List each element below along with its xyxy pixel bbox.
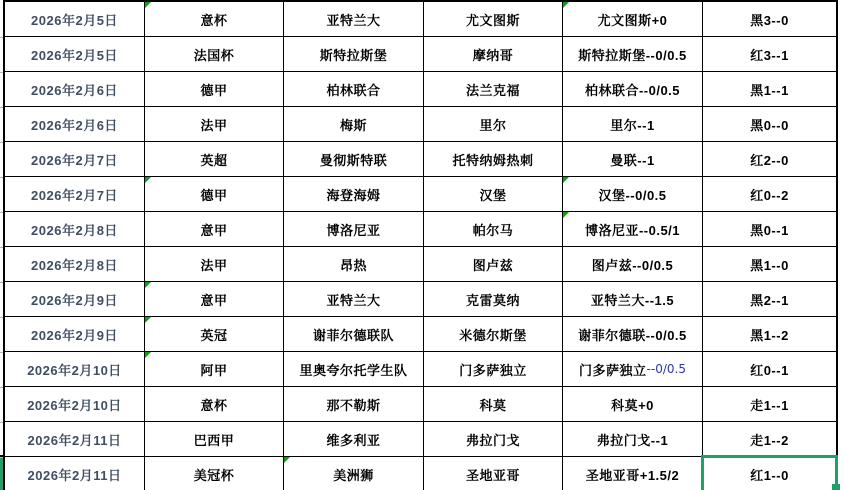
cell-error-indicator-triangle [145,2,151,8]
cell-date-row13[interactable]: 2026年2月11日 [5,422,145,457]
cell-error-indicator-triangle [145,317,151,323]
cell-away-row1[interactable]: 尤文图斯 [424,2,563,37]
cell-date-row7[interactable]: 2026年2月8日 [5,212,145,247]
pick-alt-text: --0/0.5 [646,362,686,376]
row-selection-strip [0,458,3,490]
cell-date-row11[interactable]: 2026年2月10日 [5,352,145,387]
cell-result-row8[interactable]: 黑1--0 [703,247,836,282]
gutter-gridline-tick [0,282,3,283]
cell-result-row7[interactable]: 黑0--1 [703,212,836,247]
cell-result-row10[interactable]: 黑1--2 [703,317,836,352]
cell-date-row1[interactable]: 2026年2月5日 [5,2,145,37]
cell-away-row14[interactable]: 圣地亚哥 [424,457,563,490]
cell-pick-row9[interactable]: 亚特兰大--1.5 [563,282,703,317]
cell-error-indicator-triangle [145,282,151,288]
cell-home-row11[interactable]: 里奥夸尔托学生队 [284,352,424,387]
cell-league-row14[interactable]: 美冠杯 [145,457,284,490]
cell-result-row1[interactable]: 黑3--0 [703,2,836,37]
cell-error-indicator-triangle [563,177,569,183]
cell-league-row6[interactable]: 德甲 [145,177,284,212]
cell-home-row13[interactable]: 维多利亚 [284,422,424,457]
cell-league-row7[interactable]: 意甲 [145,212,284,247]
cell-result-row9[interactable]: 黑2--1 [703,282,836,317]
cell-league-row10[interactable]: 英冠 [145,317,284,352]
cell-home-row4[interactable]: 梅斯 [284,107,424,142]
cell-home-row1[interactable]: 亚特兰大 [284,2,424,37]
gutter-gridline-tick [0,37,3,38]
gutter-gridline-tick [0,142,3,143]
cell-date-row8[interactable]: 2026年2月8日 [5,247,145,282]
cell-pick-row2[interactable]: 斯特拉斯堡--0/0.5 [563,37,703,72]
gutter-gridline-tick [0,107,3,108]
cell-away-row4[interactable]: 里尔 [424,107,563,142]
cell-away-row10[interactable]: 米德尔斯堡 [424,317,563,352]
gutter-gridline-tick [0,72,3,73]
cell-away-row3[interactable]: 法兰克福 [424,72,563,107]
gutter-gridline-tick [0,352,3,353]
cell-pick-row12[interactable]: 科莫+0 [563,387,703,422]
cell-pick-row8[interactable]: 图卢兹--0/0.5 [563,247,703,282]
cell-league-row12[interactable]: 意杯 [145,387,284,422]
gutter-gridline-tick [0,422,3,423]
cell-pick-row3[interactable]: 柏林联合--0/0.5 [563,72,703,107]
cell-date-row12[interactable]: 2026年2月10日 [5,387,145,422]
cell-error-indicator-triangle [563,212,569,218]
cell-home-row5[interactable]: 曼彻斯特联 [284,142,424,177]
cell-home-row10[interactable]: 谢菲尔德联队 [284,317,424,352]
gutter-gridline-tick [0,317,3,318]
cell-league-row2[interactable]: 法国杯 [145,37,284,72]
cell-away-row11[interactable]: 门多萨独立 [424,352,563,387]
cell-home-row8[interactable]: 昂热 [284,247,424,282]
gutter-gridline-tick [0,177,3,178]
cell-league-row9[interactable]: 意甲 [145,282,284,317]
cell-pick-row5[interactable]: 曼联--1 [563,142,703,177]
gutter-gridline-tick [0,387,3,388]
cell-pick-row13[interactable]: 弗拉门戈--1 [563,422,703,457]
cell-away-row7[interactable]: 帕尔马 [424,212,563,247]
cell-league-row8[interactable]: 法甲 [145,247,284,282]
cell-pick-row14[interactable]: 圣地亚哥+1.5/2 [563,457,703,490]
cell-pick-row6[interactable]: 汉堡--0/0.5 [563,177,703,212]
cell-error-indicator-triangle [145,177,151,183]
selected-cell-border [701,455,838,490]
match-results-table [3,0,838,490]
cell-away-row5[interactable]: 托特纳姆热刺 [424,142,563,177]
cell-result-row11[interactable]: 红0--1 [703,352,836,387]
cell-home-row6[interactable]: 海登海姆 [284,177,424,212]
cell-home-row7[interactable]: 博洛尼亚 [284,212,424,247]
cell-pick-row4[interactable]: 里尔--1 [563,107,703,142]
cell-league-row5[interactable]: 英超 [145,142,284,177]
cell-date-row4[interactable]: 2026年2月6日 [5,107,145,142]
cell-league-row1[interactable]: 意杯 [145,2,284,37]
cell-result-row3[interactable]: 黑1--1 [703,72,836,107]
pick-main-text: 门多萨独立 [579,362,647,378]
cell-league-row13[interactable]: 巴西甲 [145,422,284,457]
cell-result-row12[interactable]: 走1--1 [703,387,836,422]
cell-home-row14[interactable]: 美洲狮 [284,457,424,490]
gutter-gridline-tick [0,457,3,458]
cell-away-row2[interactable]: 摩纳哥 [424,37,563,72]
cell-home-row9[interactable]: 亚特兰大 [284,282,424,317]
cell-away-row6[interactable]: 汉堡 [424,177,563,212]
cell-league-row4[interactable]: 法甲 [145,107,284,142]
cell-league-row3[interactable]: 德甲 [145,72,284,107]
cell-away-row8[interactable]: 图卢兹 [424,247,563,282]
cell-error-indicator-triangle [284,457,290,463]
cell-date-row9[interactable]: 2026年2月9日 [5,282,145,317]
cell-date-row6[interactable]: 2026年2月7日 [5,177,145,212]
cell-league-row11[interactable]: 阿甲 [145,352,284,387]
selection-fill-handle[interactable] [832,484,840,490]
cell-pick-row11[interactable] [563,352,703,387]
cell-date-row14[interactable]: 2026年2月11日 [5,457,145,490]
cell-result-row5[interactable]: 红2--0 [703,142,836,177]
gutter-gridline-tick [0,247,3,248]
cell-away-row12[interactable]: 科莫 [424,387,563,422]
cell-date-row5[interactable]: 2026年2月7日 [5,142,145,177]
cell-home-row12[interactable]: 那不勒斯 [284,387,424,422]
cell-home-row2[interactable]: 斯特拉斯堡 [284,37,424,72]
cell-away-row13[interactable]: 弗拉门戈 [424,422,563,457]
cell-result-row2[interactable]: 红3--1 [703,37,836,72]
gutter-gridline-tick [0,212,3,213]
cell-pick-row1[interactable]: 尤文图斯+0 [563,2,703,37]
cell-pick-row10[interactable]: 谢菲尔德联--0/0.5 [563,317,703,352]
cell-error-indicator-triangle [145,352,151,358]
cell-error-indicator-triangle [563,2,569,8]
cell-result-row13[interactable]: 走1--2 [703,422,836,457]
cell-result-row4[interactable]: 黑0--0 [703,107,836,142]
cell-pick-row7[interactable]: 博洛尼亚--0.5/1 [563,212,703,247]
cell-result-row6[interactable]: 红0--2 [703,177,836,212]
cell-away-row9[interactable]: 克雷莫纳 [424,282,563,317]
cell-home-row3[interactable]: 柏林联合 [284,72,424,107]
cell-date-row3[interactable]: 2026年2月6日 [5,72,145,107]
cell-date-row2[interactable]: 2026年2月5日 [5,37,145,72]
cell-result-row14[interactable]: 红1--0 [703,457,836,490]
cell-date-row10[interactable]: 2026年2月9日 [5,317,145,352]
